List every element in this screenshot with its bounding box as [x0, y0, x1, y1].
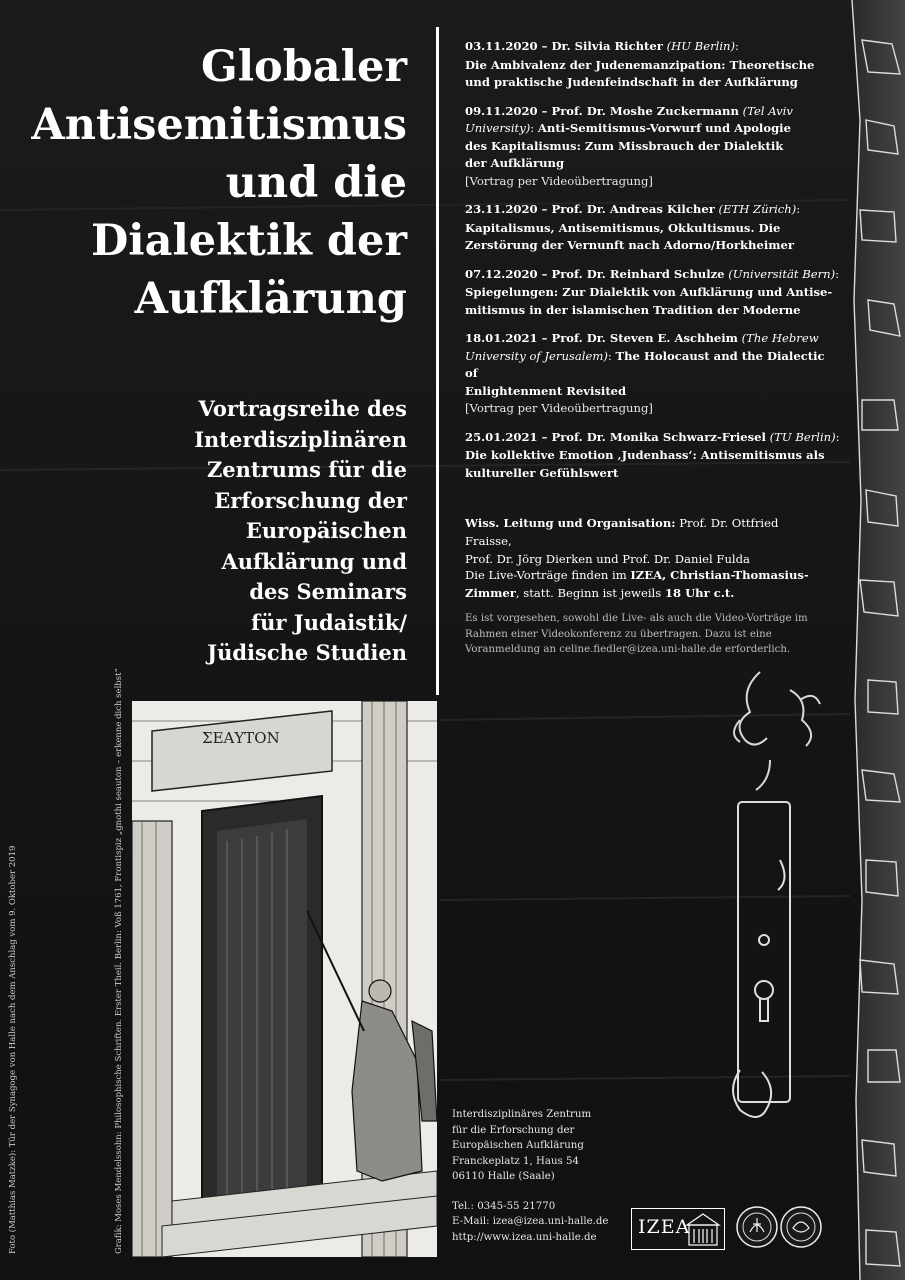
lecture-note: [Vortrag per Videoübertragung]	[465, 173, 653, 188]
lecture-item	[465, 38, 840, 92]
venue-pre: Die Live-Vorträge finden im	[465, 568, 631, 582]
seminar-seal-icon	[780, 1206, 822, 1248]
title-line: Dialektik der	[90, 216, 407, 266]
lecture-speaker: Prof. Dr. Moshe Zuckermann	[551, 103, 739, 118]
subtitle-line: Erforschung der	[214, 487, 407, 513]
subtitle-line: des Seminars	[249, 579, 407, 604]
lecture-title-line: Die Ambivalenz der Judenemanzipation: Theoretische	[465, 57, 815, 72]
subtitle-line: Aufklärung und	[221, 548, 407, 574]
lecture-speaker: Prof. Dr. Andreas Kilcher	[551, 202, 715, 216]
vertical-divider	[436, 27, 439, 695]
lecture-title-line: der Aufklärung	[465, 156, 565, 170]
lecture-colon: :	[530, 121, 535, 135]
poster-subtitle	[67, 394, 407, 669]
lecture-title-line: Die kollektive Emotion ‚Judenhass‘: Antisemitismus als	[465, 448, 825, 462]
lecture-title	[465, 57, 840, 92]
lecture-institution: (The Hebrew University of Jerusalem)	[465, 331, 819, 363]
note-line: Es ist vorgesehen, sowohl die Live- als auch die Video-Vorträge im	[465, 613, 808, 624]
lecture-note: [Vortrag per Videoübertragung]	[465, 401, 653, 415]
lecture-date: 07.12.2020 –	[465, 266, 552, 281]
lecture-item	[465, 330, 840, 418]
lecture-title-line: The Holocaust and the Dialectic of	[465, 348, 825, 380]
lecture-institution: (Universität Bern)	[728, 266, 836, 281]
lecture-date: 23.11.2020 –	[465, 202, 552, 216]
lecture-title-line: kultureller Gefühlswert	[465, 465, 619, 480]
subtitle-line: Interdisziplinären	[194, 426, 407, 452]
venue-place: Zimmer	[465, 586, 516, 600]
organization-label: Wiss. Leitung und Organisation:	[465, 516, 676, 530]
lecture-colon: :	[835, 266, 840, 281]
contact-info	[452, 1107, 632, 1245]
venue-info	[465, 566, 825, 602]
contact-org-line: für die Erforschung der	[452, 1124, 575, 1136]
lecture-institution: (TU Berlin)	[769, 429, 836, 444]
lecture-title	[465, 447, 840, 482]
engraving-image	[132, 701, 437, 1257]
lecture-title-line: Enlightenment Revisited	[465, 383, 627, 398]
title-line: Aufklärung	[134, 274, 407, 324]
title-line: und die	[225, 158, 407, 208]
contact-tel: Tel.: 0345-55 21770	[452, 1200, 556, 1212]
lecture-title-line: des Kapitalismus: Zum Missbrauch der Dialektik	[465, 138, 784, 153]
venue-place: IZEA, Christian-Thomasius-	[630, 568, 809, 582]
organization-info	[465, 514, 825, 568]
engraving-caption: Grafik: Moses Mendelssohn: Philosophische Schriften. Erster Theil. Berlin: Voß 1761, Frontispiz „gnothi seauton – erkenne dich selbst“	[114, 668, 124, 1254]
lecture-institution: (ETH Zürich)	[718, 202, 797, 216]
lecture-colon: :	[735, 39, 739, 53]
engraving-drawing	[132, 701, 437, 1257]
lecture-speaker: Prof. Dr. Monika Schwarz-Friesel	[551, 429, 766, 444]
lecture-title-line: Spiegelungen: Zur Dialektik von Aufklärung und Antise-	[465, 285, 833, 299]
contact-address-line: 06110 Halle (Saale)	[452, 1171, 555, 1182]
lecture-date: 09.11.2020 –	[465, 103, 552, 118]
lecture-title-line: und praktische Judenfeindschaft in der Aufklärung	[465, 75, 798, 89]
lecture-title	[465, 220, 840, 255]
photo-credit: Foto (Matthias Matzke): Tür der Synagoge von Halle nach dem Anschlag vom 9. Oktober 2019	[8, 845, 18, 1254]
lecture-item	[465, 266, 840, 320]
contact-org-line: Europäischen Aufklärung	[452, 1140, 584, 1151]
venue-mid: , statt. Beginn ist jeweils	[515, 586, 665, 600]
venue-time: 18 Uhr c.t.	[664, 586, 735, 600]
title-line: Antisemitismus	[31, 100, 407, 150]
engraving-inscription: ΣΕΑΥΤΟΝ	[202, 729, 280, 747]
izea-logo	[631, 1208, 725, 1250]
subtitle-line: Zentrums für die	[206, 457, 407, 482]
lecture-colon: :	[796, 202, 801, 216]
lecture-item	[465, 429, 840, 483]
lecture-date: 18.01.2021 –	[465, 331, 552, 345]
contact-address-line: Franckeplatz 1, Haus 54	[452, 1155, 579, 1167]
lecture-title	[465, 284, 840, 319]
note-line: Voranmeldung an celine.fiedler@izea.uni-halle.de erforderlich.	[465, 644, 791, 655]
lecture-title-line: mitismus in der islamischen Tradition der Moderne	[465, 302, 801, 317]
lecture-speaker: Prof. Dr. Reinhard Schulze	[551, 266, 725, 281]
contact-web[interactable]: http://www.izea.uni-halle.de	[452, 1231, 597, 1243]
building-icon	[684, 1211, 722, 1247]
lecture-speaker: Prof. Dr. Steven E. Aschheim	[551, 331, 738, 345]
lecture-item	[465, 201, 840, 255]
lecture-institution: (HU Berlin)	[666, 39, 736, 53]
note-line: Rahmen einer Videokonferenz zu übertragen. Dazu ist eine	[465, 628, 772, 640]
contact-org-line: Interdisziplinäres Zentrum	[452, 1109, 592, 1120]
subtitle-line: Europäischen	[245, 518, 407, 543]
lecture-colon: :	[835, 429, 840, 444]
lecture-title-line: Anti-Semitismus-Vorwurf und Apologie	[537, 121, 791, 135]
subtitle-line: Jüdische Studien	[207, 640, 407, 665]
lecture-speaker: Dr. Silvia Richter	[551, 39, 663, 53]
lecture-title-line: Kapitalismus, Antisemitismus, Okkultismus. Die	[465, 220, 781, 235]
title-line: Globaler	[200, 42, 407, 92]
lecture-item	[465, 103, 840, 191]
lecture-list	[465, 38, 840, 493]
university-seal-icon	[736, 1206, 778, 1248]
registration-note	[465, 611, 815, 658]
lecture-date: 03.11.2020 –	[465, 39, 552, 53]
izea-logo-text: IZEA	[638, 1216, 691, 1238]
lecture-colon: :	[607, 348, 612, 363]
contact-email[interactable]: E-Mail: izea@izea.uni-halle.de	[452, 1216, 609, 1227]
organization-line: Prof. Dr. Ottfried Fraisse,	[465, 516, 779, 548]
lecture-date: 25.01.2021 –	[465, 429, 552, 444]
subtitle-line: für Judaistik/	[251, 609, 407, 635]
spacer	[452, 1185, 632, 1199]
subtitle-line: Vortragsreihe des	[198, 396, 407, 421]
poster-title	[7, 38, 407, 328]
organization-line: Prof. Dr. Jörg Dierken und Prof. Dr. Daniel Fulda	[465, 552, 750, 566]
lecture-title-line: Zerstörung der Vernunft nach Adorno/Horkheimer	[465, 238, 794, 252]
lecture-institution: (Tel Aviv University)	[465, 103, 793, 135]
